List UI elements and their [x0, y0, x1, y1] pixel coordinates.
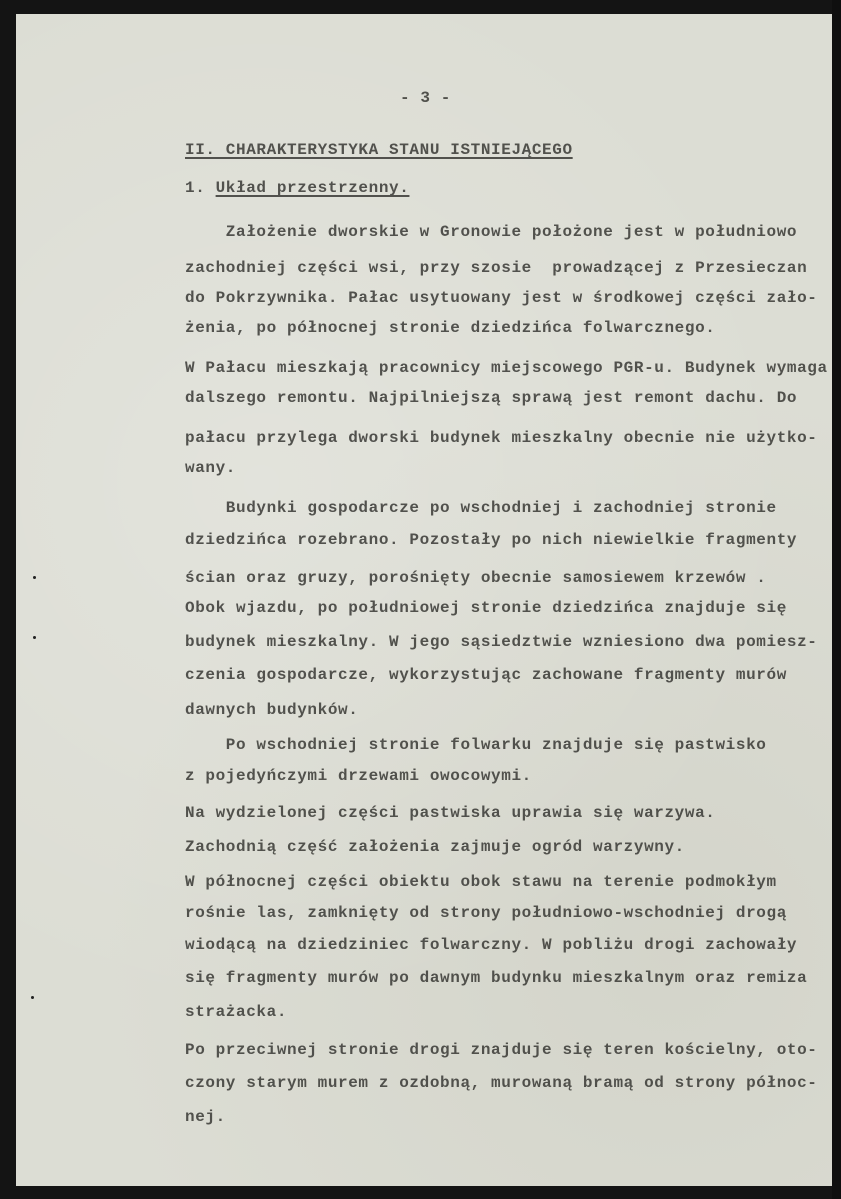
scan-speck [31, 996, 34, 999]
text-line: Obok wjazdu, po południowej stronie dziedzińca znajduje się [185, 599, 787, 617]
text-line: zachodniej części wsi, przy szosie prowadzącej z Przesieczan [185, 259, 808, 277]
text-line: pałacu przylega dworski budynek mieszkalny obecnie nie użytko- [185, 429, 818, 447]
scan-speck [33, 636, 36, 639]
text-line: się fragmenty murów po dawnym budynku mieszkalnym oraz remiza [185, 969, 808, 987]
text-line: strażacka. [185, 1003, 288, 1021]
text-line: Po przeciwnej stronie drogi znajduje się teren kościelny, oto- [185, 1041, 818, 1059]
scan-border [832, 0, 841, 1199]
section-heading: II. CHARAKTERYSTYKA STANU ISTNIEJĄCEGO [185, 141, 573, 159]
text-line: z pojedyńczymi drzewami owocowymi. [185, 767, 532, 785]
text-line: Założenie dworskie w Gronowie położone jest w południowo [185, 223, 798, 241]
text-line: dawnych budynków. [185, 701, 359, 719]
text-line: do Pokrzywnika. Pałac usytuowany jest w środkowej części zało- [185, 289, 818, 307]
text-line: dalszego remontu. Najpilniejszą sprawą jest remont dachu. Do [185, 389, 798, 407]
text-line: W północnej części obiektu obok stawu na terenie podmokłym [185, 873, 777, 891]
text-line: rośnie las, zamknięty od strony południowo-wschodniej drogą [185, 904, 787, 922]
text-line: ścian oraz gruzy, porośnięty obecnie samosiewem krzewów . [185, 569, 767, 587]
text-line: czenia gospodarcze, wykorzystując zachowane fragmenty murów [185, 666, 787, 684]
page-number: - 3 - [400, 89, 452, 107]
text-line: Budynki gospodarcze po wschodniej i zachodniej stronie [185, 499, 777, 517]
text-line: Na wydzielonej części pastwiska uprawia się warzywa. [185, 804, 716, 822]
text-line: czony starym murem z ozdobną, murowaną bramą od strony północ- [185, 1074, 818, 1092]
scan-speck [33, 576, 36, 579]
subsection-title: Układ przestrzenny. [215, 179, 410, 197]
text-line: budynek mieszkalny. W jego sąsiedztwie wzniesiono dwa pomiesz- [185, 633, 818, 651]
subsection-number: 1. [185, 179, 206, 197]
text-line: żenia, po północnej stronie dziedzińca folwarcznego. [185, 319, 716, 337]
text-line: nej. [185, 1108, 226, 1126]
text-line: dziedzińca rozebrano. Pozostały po nich niewielkie fragmenty [185, 531, 798, 549]
subsection-heading [185, 178, 409, 198]
text-line: wany. [185, 459, 237, 477]
text-line: Zachodnią część założenia zajmuje ogród warzywny. [185, 838, 685, 856]
text-line: Po wschodniej stronie folwarku znajduje się pastwisko [185, 736, 767, 754]
text-line: W Pałacu mieszkają pracownicy miejscowego PGR-u. Budynek wymaga [185, 359, 828, 377]
text-line: wiodącą na dziedziniec folwarczny. W pobliżu drogi zachowały [185, 936, 798, 954]
